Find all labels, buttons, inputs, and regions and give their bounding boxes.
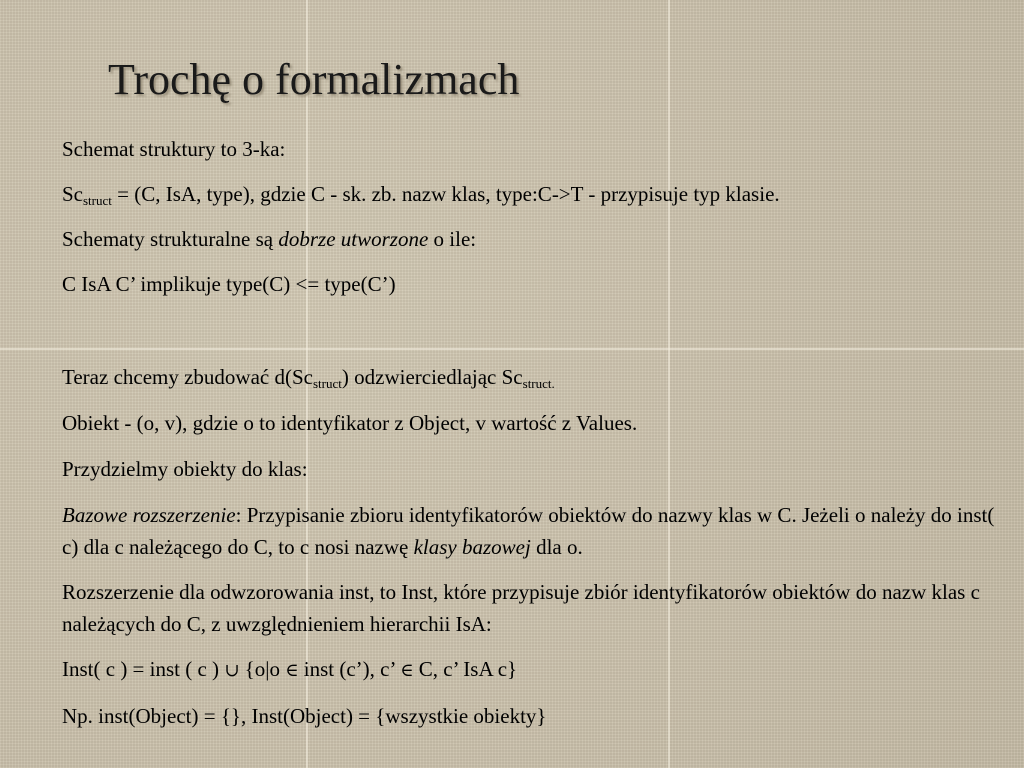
text-line: Obiekt - (o, v), gdzie o to identyfikator z Object, v wartość z Values.	[62, 411, 638, 435]
emphasis: dobrze utworzone	[278, 227, 429, 251]
text-run: Inst( c ) = inst ( c )	[62, 657, 225, 681]
emphasis: klasy bazowej	[413, 535, 531, 559]
text-run: {o|o	[239, 657, 286, 681]
formula-line	[62, 653, 1002, 687]
slide-title: Trochę o formalizmach	[108, 55, 520, 104]
text-run: Schematy strukturalne są	[62, 227, 279, 251]
emphasis: Bazowe rozszerzenie	[62, 503, 236, 527]
text-run: : Przypisanie zbioru identyfikatorów obiektów do nazwy klas w C. Jeżeli o należy do inst( c) dla c należącego do C, to c nosi nazwę	[62, 503, 995, 559]
text-run: dla o.	[530, 535, 583, 559]
text-line: Np. inst(Object) = {}, Inst(Object) = {wszystkie obiekty}	[62, 704, 547, 728]
slide-body	[62, 133, 1002, 733]
text-run: ) odzwierciedlając Sc	[341, 365, 523, 389]
text-run: inst (c’), c’	[298, 657, 401, 681]
text-paragraph	[62, 499, 1002, 563]
text-paragraph: Rozszerzenie dla odwzorowania inst, to Inst, które przypisuje zbiór identyfikatorów obiektów do nazw klas c należących do C, z uwzględnieniem hierarchii IsA:	[62, 580, 980, 636]
text-line	[62, 178, 1002, 211]
text-run: o ile:	[428, 227, 477, 251]
subscript: struct	[83, 193, 112, 208]
text-line	[62, 223, 1002, 256]
union-symbol: ∪	[224, 660, 240, 681]
element-of-symbol: ∈	[285, 660, 299, 681]
text-run: C, c’ IsA c}	[413, 657, 518, 681]
text-line: Przydzielmy obiekty do klas:	[62, 457, 308, 481]
text-run: Teraz chcemy zbudować d(Sc	[62, 365, 313, 389]
text-line: Schemat struktury to 3-ka:	[62, 137, 286, 161]
subscript: struct.	[522, 376, 555, 391]
text-run: Sc	[62, 182, 83, 206]
text-run: = (C, IsA, type), gdzie C - sk. zb. nazw klas, type:C->T - przypisuje typ klasie.	[111, 182, 780, 206]
subscript: struct	[313, 376, 342, 391]
element-of-symbol: ∈	[400, 660, 414, 681]
text-line	[62, 361, 1002, 394]
text-line: C IsA C’ implikuje type(C) <= type(C’)	[62, 272, 396, 296]
